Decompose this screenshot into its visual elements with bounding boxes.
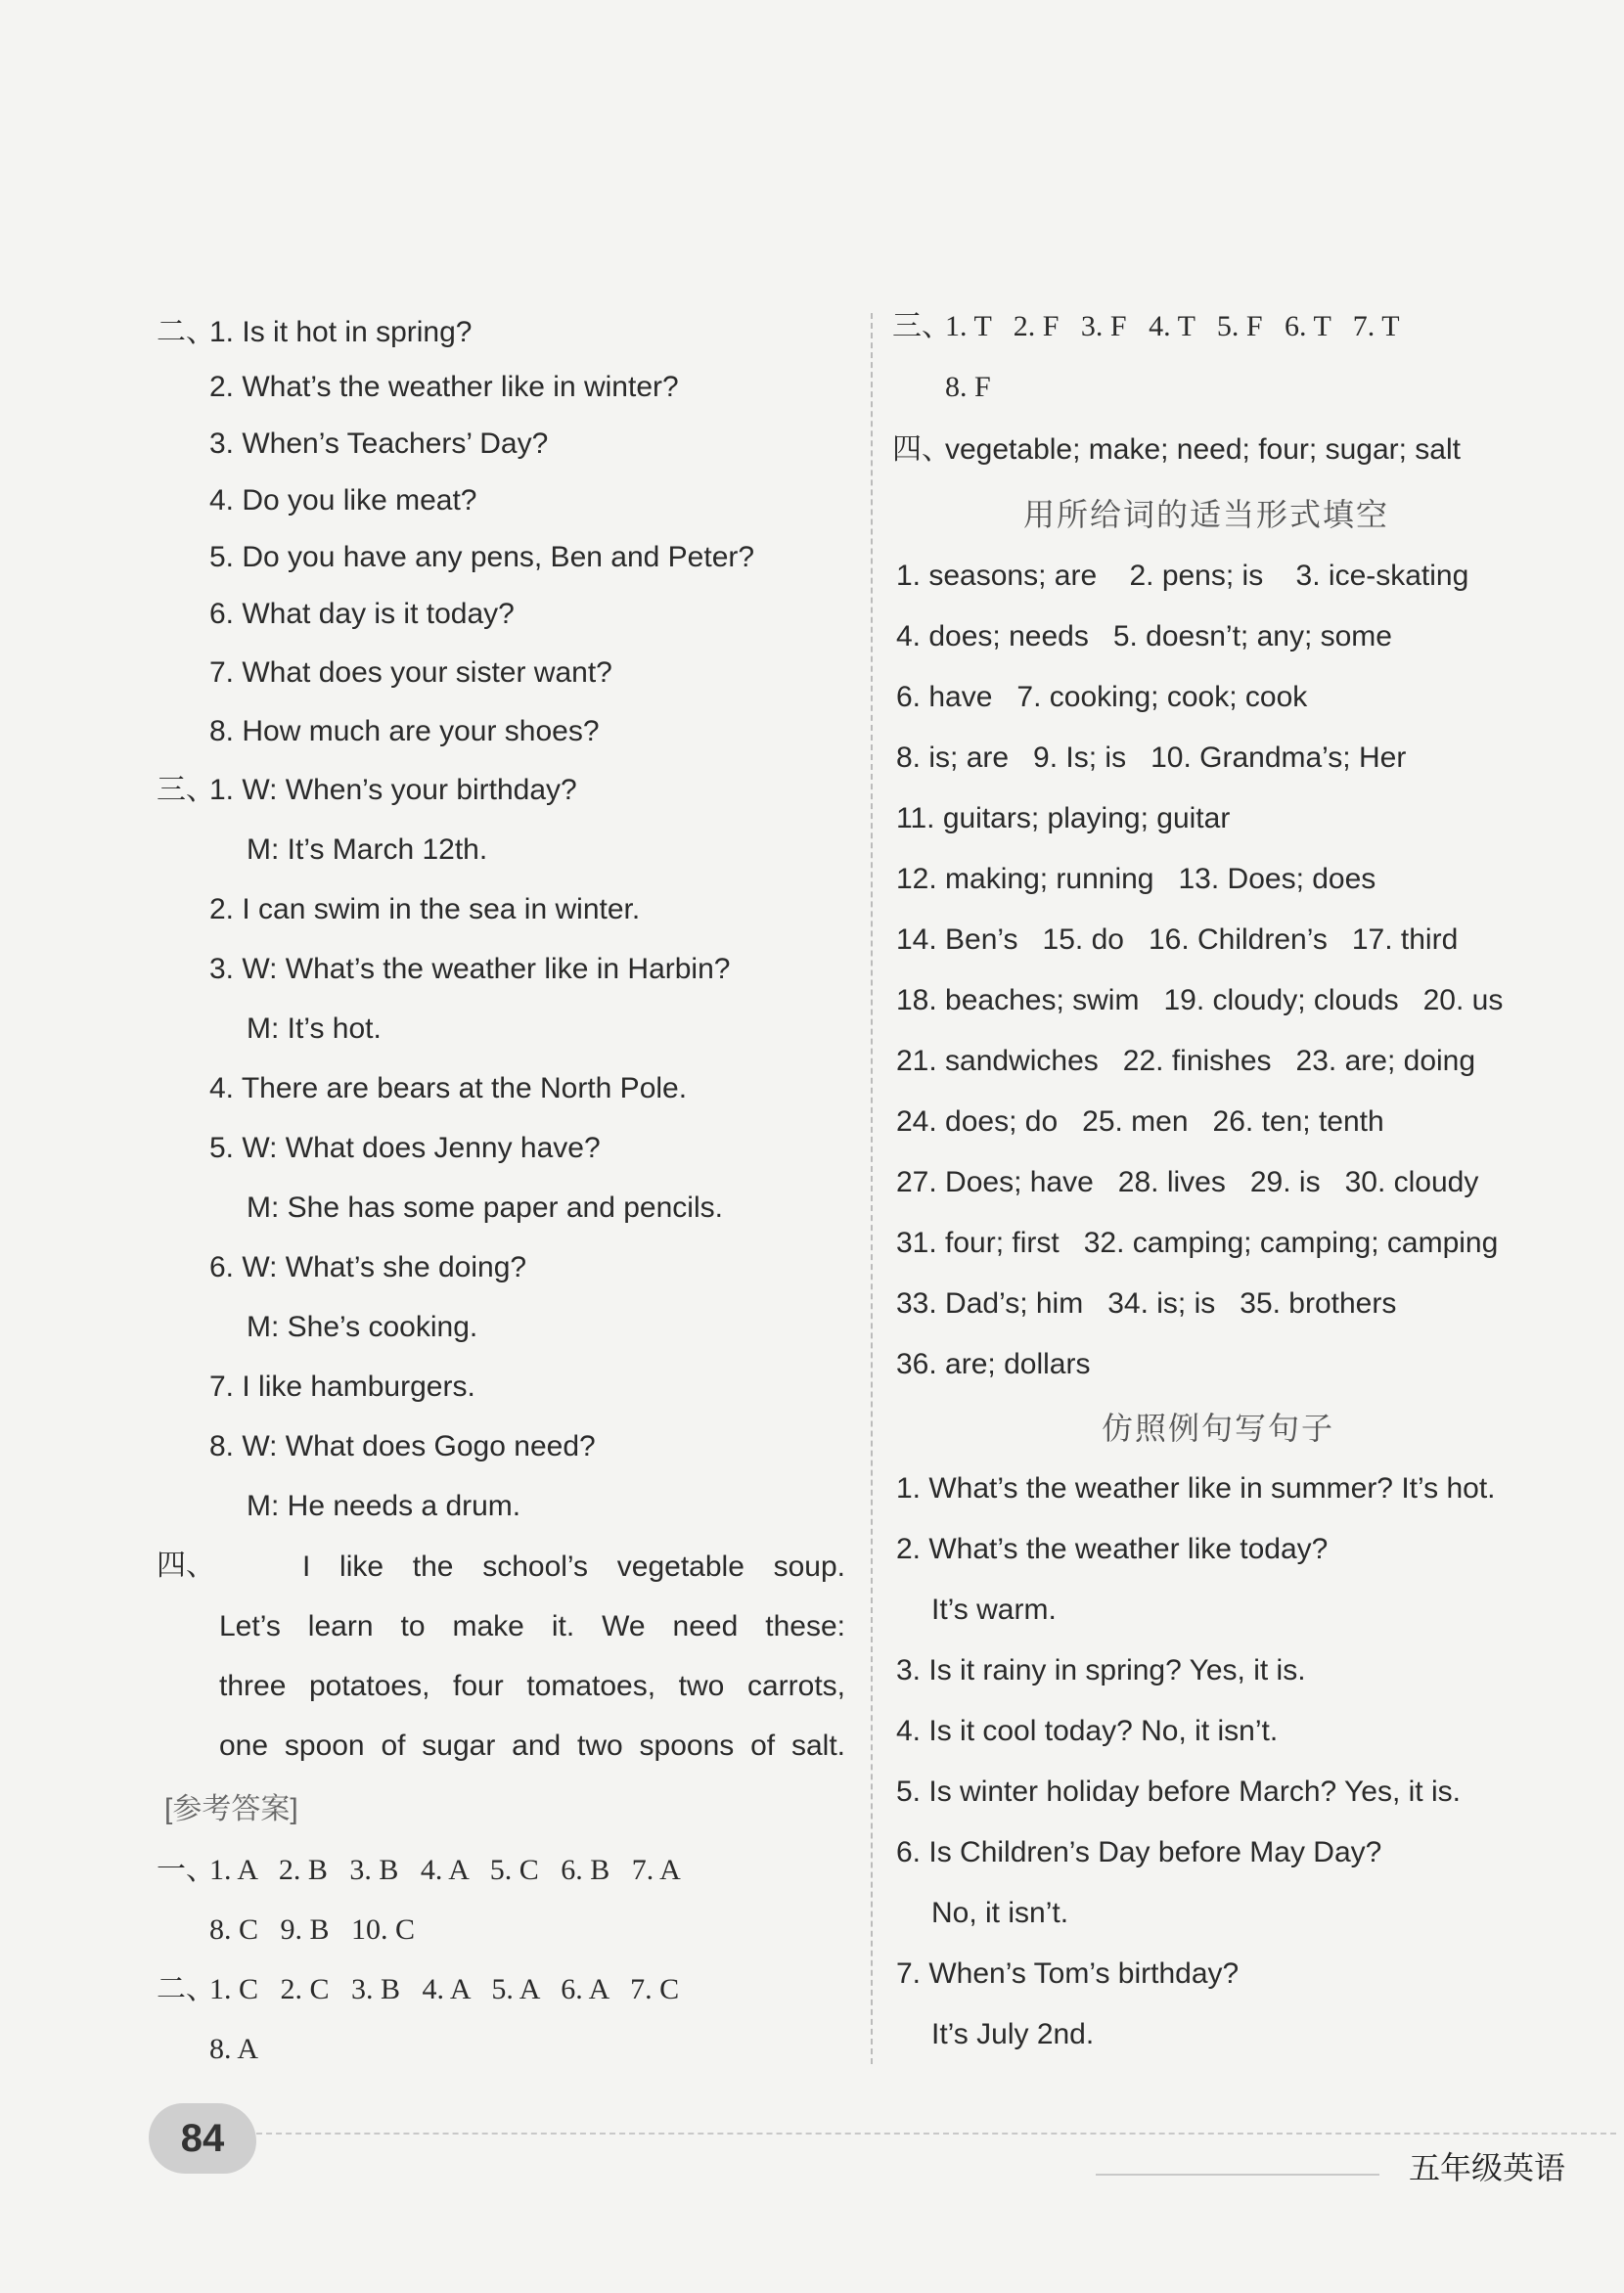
answer-4-marker: 四、 [892,433,951,466]
page-number: 84 [180,2116,225,2160]
sec2-item: 8. How much are your shoes? [209,715,600,747]
sec3-item: M: It’s March 12th. [247,833,488,866]
write-item: 5. Is winter holiday before March? Yes, it is. [896,1776,1461,1808]
write-item: 4. Is it cool today? No, it isn’t. [896,1715,1279,1747]
reference-answers-label: [参考答案] [164,1793,298,1825]
answer-2-line: 8. A [209,2033,259,2065]
fill-item: 6. have 7. cooking; cook; cook [896,681,1308,713]
write-item: It’s July 2nd. [931,2018,1095,2050]
sec2-item: 2. What’s the weather like in winter? [209,371,679,403]
column-divider [871,313,873,2064]
sec3-item: 2. I can swim in the sea in winter. [209,893,641,925]
sec2-item: 3. When’s Teachers’ Day? [209,427,549,460]
write-item: 3. Is it rainy in spring? Yes, it is. [896,1654,1306,1686]
page-number-badge [149,2103,256,2174]
write-item: 6. Is Children’s Day before May Day? [896,1836,1382,1868]
write-item: It’s warm. [931,1594,1057,1626]
fill-item: 8. is; are 9. Is; is 10. Grandma’s; Her [896,742,1407,774]
write-item: 2. What’s the weather like today? [896,1533,1329,1565]
sec2-item: 7. What does your sister want? [209,656,612,689]
write-item: 7. When’s Tom’s birthday? [896,1957,1240,1990]
answer-2-line: 1. C 2. C 3. B 4. A 5. A 6. A 7. C [209,1973,680,2005]
fill-item: 27. Does; have 28. lives 29. is 30. cloudy [896,1166,1479,1198]
fill-item: 11. guitars; playing; guitar [896,802,1231,834]
section-4-marker: 四、 [157,1550,215,1582]
sec2-item: 6. What day is it today? [209,598,515,630]
sec3-item: 5. W: What does Jenny have? [209,1132,601,1164]
fill-item: 4. does; needs 5. doesn’t; any; some [896,620,1392,652]
sec3-item: 4. There are bears at the North Pole. [209,1072,688,1104]
answer-4-line: vegetable; make; need; four; sugar; salt [945,433,1461,466]
answer-2-marker: 二、 [157,1973,215,2005]
sec3-item: M: She has some paper and pencils. [247,1191,723,1224]
sec3-item: M: He needs a drum. [247,1490,521,1522]
sec4-paragraph [219,1537,845,1776]
write-item: No, it isn’t. [931,1897,1069,1929]
fill-item: 18. beaches; swim 19. cloudy; clouds 20. us [896,984,1504,1016]
write-item: 1. What’s the weather like in summer? It’s hot. [896,1472,1496,1505]
sec3-item: 8. W: What does Gogo need? [209,1430,596,1462]
fill-item: 12. making; running 13. Does; does [896,863,1376,895]
section-3-marker: 三、 [157,774,215,806]
fill-item: 36. are; dollars [896,1348,1091,1380]
sec2-item: 1. Is it hot in spring? [209,316,473,348]
fill-item: 1. seasons; are 2. pens; is 3. ice-skating [896,560,1469,592]
fill-section-title: 用所给词的适当形式填空 [1023,496,1390,533]
grade-subject-label: 五年级英语 [1409,2150,1566,2185]
fill-item: 33. Dad’s; him 34. is; is 35. brothers [896,1287,1397,1320]
footer-divider [256,2133,1616,2135]
fill-item: 31. four; first 32. camping; camping; camping [896,1227,1499,1259]
fill-item: 14. Ben’s 15. do 16. Children’s 17. third [896,923,1459,956]
sec3-item: 7. I like hamburgers. [209,1371,475,1403]
section-2-marker: 二、 [157,316,215,348]
answer-3-marker: 三、 [892,310,951,342]
footer-rule [1096,2174,1379,2176]
answer-3-line: 8. F [945,371,991,403]
fill-item: 24. does; do 25. men 26. ten; tenth [896,1105,1384,1138]
para-line: one spoon of sugar and two spoons of salt. [219,1730,845,1762]
answer-1-marker: 一、 [157,1854,215,1886]
sec2-item: 5. Do you have any pens, Ben and Peter? [209,541,755,573]
sec3-item: 1. W: When’s your birthday? [209,774,577,806]
sec3-item: 3. W: What’s the weather like in Harbin? [209,953,731,985]
para-line: Let’s learn to make it. We need these: [219,1610,845,1642]
answer-3-line: 1. T 2. F 3. F 4. T 5. F 6. T 7. T [945,310,1400,342]
sec2-item: 4. Do you like meat? [209,484,477,517]
answer-1-line: 1. A 2. B 3. B 4. A 5. C 6. B 7. A [209,1854,681,1886]
answer-1-line: 8. C 9. B 10. C [209,1913,416,1946]
para-line: I like the school’s vegetable soup. [302,1551,845,1583]
para-line: three potatoes, four tomatoes, two carrots, [219,1670,845,1702]
fill-item: 21. sandwiches 22. finishes 23. are; doing [896,1045,1476,1077]
write-section-title: 仿照例句写句子 [1102,1410,1335,1447]
sec3-item: M: She’s cooking. [247,1311,478,1343]
sec3-item: M: It’s hot. [247,1012,382,1045]
sec3-item: 6. W: What’s she doing? [209,1251,527,1283]
